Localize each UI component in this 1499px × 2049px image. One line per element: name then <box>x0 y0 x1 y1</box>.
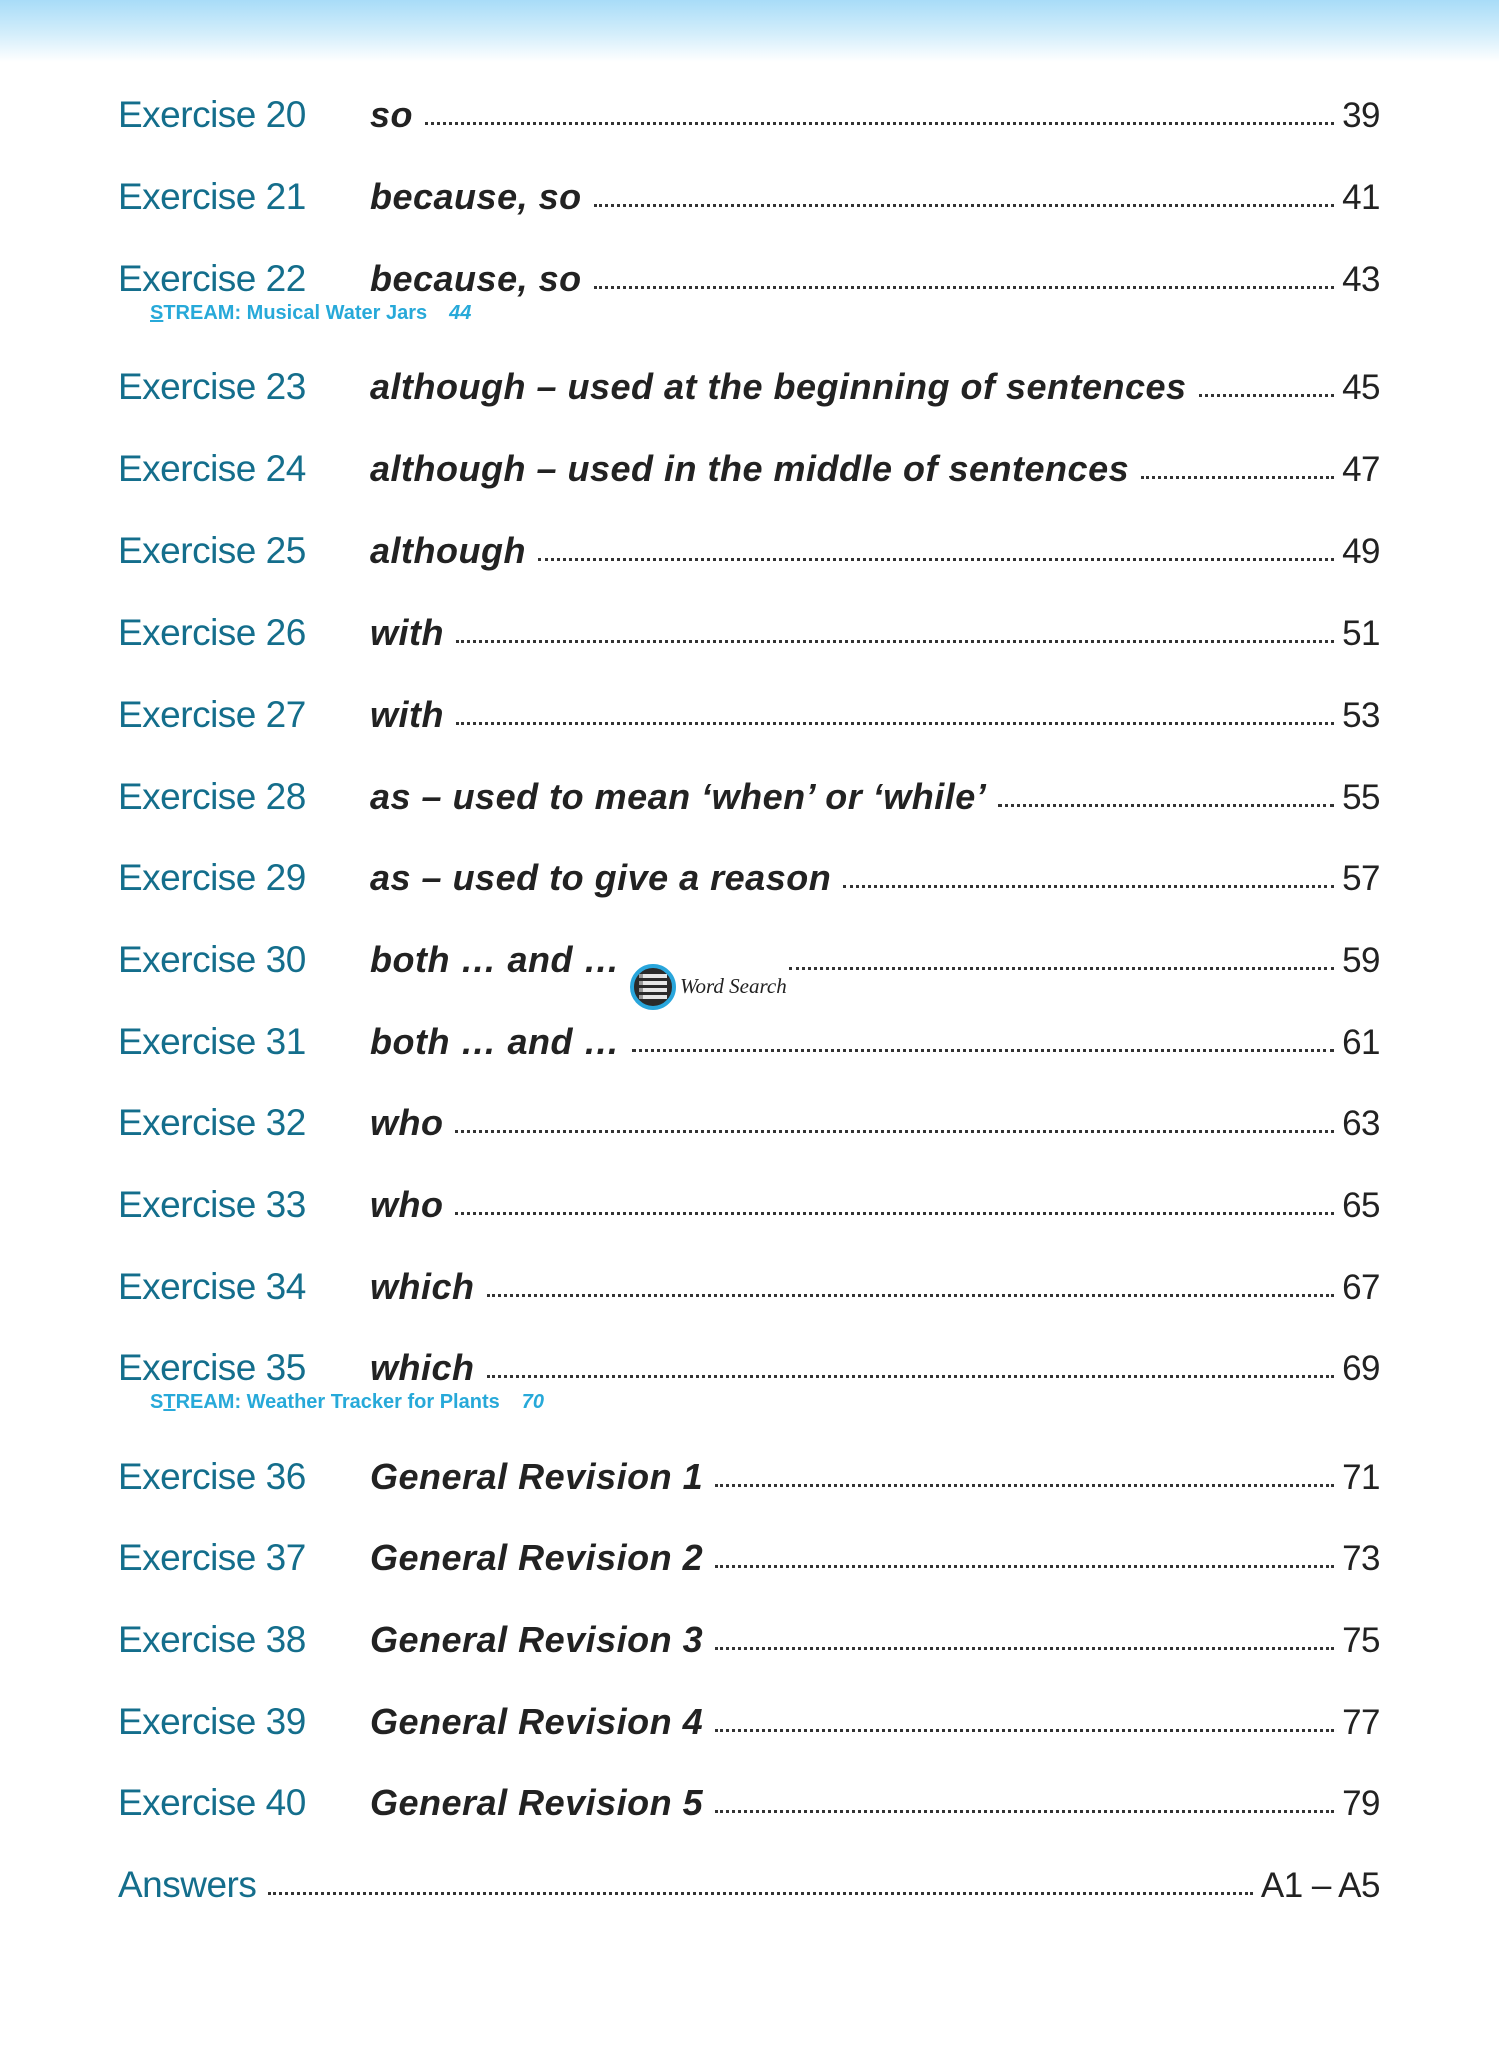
page-number: 67 <box>1342 1268 1380 1307</box>
page-number: 53 <box>1342 696 1380 735</box>
page-number: 49 <box>1342 532 1380 571</box>
toc-entry[interactable] <box>118 366 1380 414</box>
exercise-title: although – used at the beginning of sentences <box>370 366 1187 407</box>
exercise-label: Exercise 38 <box>118 1619 306 1660</box>
exercise-label: Exercise 30 <box>118 939 306 980</box>
toc-entry[interactable] <box>118 258 1380 306</box>
page-number: 43 <box>1342 260 1380 299</box>
dot-leader <box>455 1208 1334 1215</box>
exercise-title: General Revision 3 <box>370 1619 704 1660</box>
toc-entry[interactable] <box>118 94 1380 142</box>
stream-underlined-letter: S <box>150 302 164 324</box>
page-number: 77 <box>1342 1703 1380 1742</box>
exercise-label: Exercise 20 <box>118 94 306 135</box>
dot-leader <box>632 1045 1334 1052</box>
exercise-label: Exercise 23 <box>118 366 306 407</box>
stream-page-number: 44 <box>449 302 472 324</box>
stream-first-letter: S <box>150 1391 164 1413</box>
exercise-label: Exercise 35 <box>118 1347 306 1388</box>
page-number: 39 <box>1342 96 1380 135</box>
exercise-title: although <box>370 530 526 571</box>
page-number: 63 <box>1342 1104 1380 1143</box>
dot-leader <box>998 800 1334 807</box>
exercise-title: so <box>370 94 414 135</box>
header-gradient-band <box>0 0 1499 62</box>
toc-entry[interactable] <box>118 1266 1380 1314</box>
page-number: 57 <box>1342 859 1380 898</box>
dot-leader <box>456 718 1334 725</box>
page-number: 45 <box>1342 368 1380 407</box>
exercise-label: Exercise 24 <box>118 448 306 489</box>
exercise-label: Exercise 33 <box>118 1184 306 1225</box>
exercise-title: General Revision 1 <box>370 1456 704 1497</box>
toc-entry[interactable] <box>118 1782 1380 1830</box>
exercise-label: Exercise 29 <box>118 857 306 898</box>
dot-leader <box>715 1806 1334 1813</box>
badge-label: Word Search <box>679 974 787 998</box>
toc-entry[interactable] <box>118 1347 1380 1395</box>
word-search-badge[interactable] <box>630 964 787 1010</box>
dot-leader <box>487 1371 1335 1378</box>
toc-entry[interactable] <box>118 1184 1380 1232</box>
stream-activity-link[interactable] <box>150 302 471 325</box>
exercise-title: both … and … <box>370 939 620 980</box>
exercise-label: Exercise 40 <box>118 1782 306 1823</box>
toc-entry[interactable] <box>118 1456 1380 1504</box>
toc-entry[interactable] <box>118 694 1380 742</box>
dot-leader <box>425 118 1334 125</box>
toc-entry[interactable] <box>118 1537 1380 1585</box>
exercise-title: General Revision 2 <box>370 1537 704 1578</box>
page-number: 51 <box>1342 614 1380 653</box>
word-search-icon <box>630 964 676 1010</box>
exercise-label: Exercise 37 <box>118 1537 306 1578</box>
dot-leader <box>715 1480 1334 1487</box>
page-number: 71 <box>1342 1458 1380 1497</box>
dot-leader <box>268 1888 1253 1895</box>
exercise-label: Exercise 34 <box>118 1266 306 1307</box>
toc-entry[interactable] <box>118 1701 1380 1749</box>
page-number: 65 <box>1342 1186 1380 1225</box>
exercise-label: Exercise 27 <box>118 694 306 735</box>
exercise-title: General Revision 4 <box>370 1701 704 1742</box>
stream-title: REAM: Weather Tracker for Plants <box>175 1391 500 1413</box>
exercise-title: both … and … <box>370 1021 620 1062</box>
exercise-label: Exercise 21 <box>118 176 306 217</box>
exercise-title: which <box>370 1347 475 1388</box>
exercise-label: Exercise 39 <box>118 1701 306 1742</box>
toc-entry[interactable] <box>118 1619 1380 1667</box>
exercise-label: Exercise 25 <box>118 530 306 571</box>
toc-entry[interactable] <box>118 530 1380 578</box>
page-number: 73 <box>1342 1539 1380 1578</box>
page-number: 69 <box>1342 1349 1380 1388</box>
exercise-label: Exercise 28 <box>118 776 306 817</box>
page-number: 41 <box>1342 178 1380 217</box>
stream-page-number: 70 <box>521 1391 544 1413</box>
exercise-label: Exercise 31 <box>118 1021 306 1062</box>
exercise-title: who <box>370 1102 444 1143</box>
stream-underlined-letter: T <box>163 1391 176 1413</box>
exercise-label: Exercise 26 <box>118 612 306 653</box>
stream-title: TREAM: Musical Water Jars <box>163 302 428 324</box>
exercise-title: as – used to mean ‘when’ or ‘while’ <box>370 776 987 817</box>
dot-leader <box>1199 390 1334 397</box>
exercise-title: with <box>370 612 444 653</box>
toc-entry[interactable] <box>118 176 1380 224</box>
dot-leader <box>487 1290 1335 1297</box>
toc-entry-answers[interactable] <box>118 1864 1380 1912</box>
dot-leader <box>538 554 1334 561</box>
dot-leader <box>455 1126 1334 1133</box>
page-number: 59 <box>1342 941 1380 980</box>
page-number: 47 <box>1342 450 1380 489</box>
page-number: 75 <box>1342 1621 1380 1660</box>
page-number: 61 <box>1342 1023 1380 1062</box>
toc-entry[interactable] <box>118 612 1380 660</box>
dot-leader <box>843 881 1334 888</box>
toc-entry[interactable] <box>118 857 1380 905</box>
toc-entry[interactable] <box>118 1021 1380 1069</box>
toc-entry[interactable] <box>118 939 1380 998</box>
exercise-title: with <box>370 694 444 735</box>
toc-entry[interactable] <box>118 776 1380 824</box>
dot-leader <box>594 200 1334 207</box>
answers-label: Answers <box>118 1864 257 1905</box>
dot-leader <box>715 1643 1334 1650</box>
dot-leader <box>715 1725 1334 1732</box>
exercise-title: as – used to give a reason <box>370 857 832 898</box>
exercise-title: General Revision 5 <box>370 1782 704 1823</box>
exercise-label: Exercise 22 <box>118 258 306 299</box>
dot-leader <box>715 1561 1334 1568</box>
exercise-label: Exercise 36 <box>118 1456 306 1497</box>
exercise-label: Exercise 32 <box>118 1102 306 1143</box>
dot-leader <box>789 963 1334 970</box>
toc-entry[interactable] <box>118 1102 1380 1150</box>
dot-leader <box>456 636 1334 643</box>
dot-leader <box>594 282 1334 289</box>
exercise-title: although – used in the middle of sentences <box>370 448 1130 489</box>
toc-entry[interactable] <box>118 448 1380 496</box>
exercise-title: because, so <box>370 176 582 217</box>
exercise-title: which <box>370 1266 475 1307</box>
page-range: A1 – A5 <box>1260 1866 1380 1905</box>
page-number: 79 <box>1342 1784 1380 1823</box>
dot-leader <box>1141 472 1334 479</box>
stream-activity-link[interactable] <box>150 1391 544 1414</box>
page-number: 55 <box>1342 778 1380 817</box>
exercise-title: because, so <box>370 258 582 299</box>
exercise-title: who <box>370 1184 444 1225</box>
